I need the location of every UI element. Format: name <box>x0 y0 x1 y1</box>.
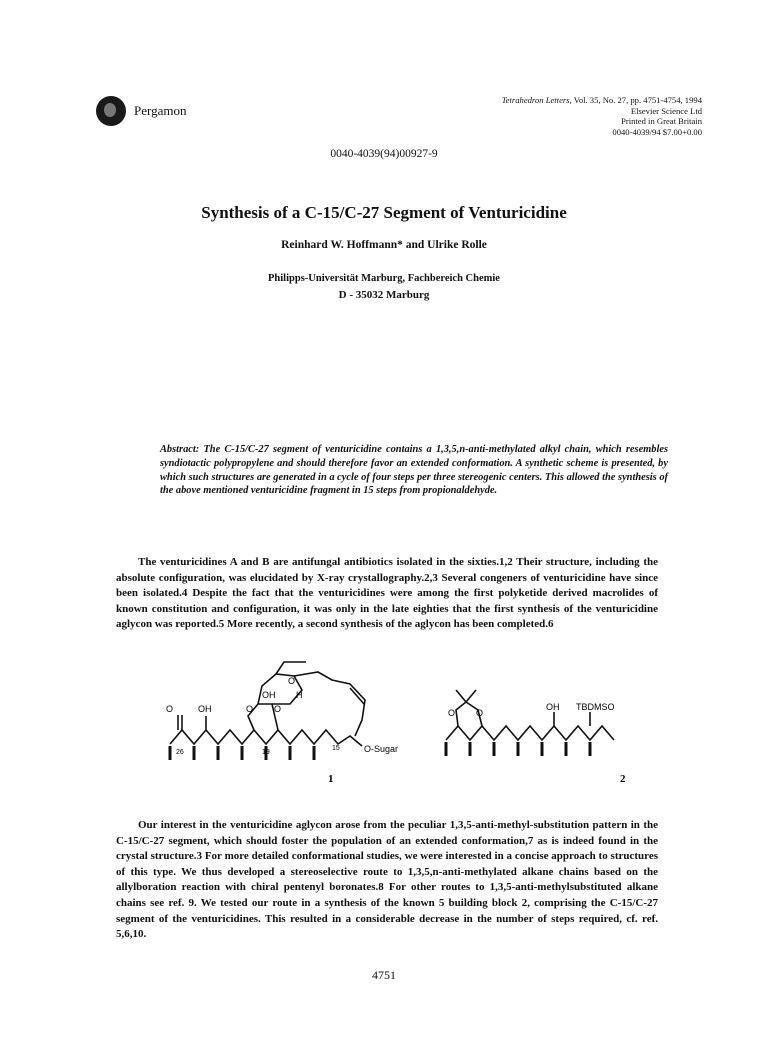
ketone-oxygen: O <box>166 704 174 714</box>
ring-hydroxyl: OH <box>262 690 276 700</box>
page-number: 4751 <box>372 968 396 982</box>
tbdmso-label: TBDMSO <box>576 702 615 712</box>
carbon-26-label: 26 <box>176 749 184 756</box>
issn-line: 0040-4039/94 $7.00+0.00 <box>612 126 702 137</box>
ester-oxygen: O <box>246 704 254 714</box>
hydroxyl-label: OH <box>198 704 212 714</box>
affiliation-line-2: D - 35032 Marburg <box>338 289 430 301</box>
chemical-structures <box>150 660 650 790</box>
lactone-oxygen: O <box>274 704 282 714</box>
printed-line: Printed in Great Britain <box>621 116 702 127</box>
pergamon-logo-icon <box>96 96 126 126</box>
abstract-label: Abstract: <box>160 444 200 455</box>
hydroxyl-label-2: OH <box>546 702 560 712</box>
publisher-line: Elsevier Science Ltd <box>630 105 702 116</box>
ring-oxygen: O <box>288 676 296 686</box>
structure-2-methyls <box>446 742 590 756</box>
journal-line <box>372 95 702 106</box>
compound-2-label: 2 <box>620 773 626 785</box>
intro-paragraph: The venturicidines A and B are antifungal antibiotics isolated in the sixties.1,2 Their structure, including the absolute configuration, was elucidated by X-ray crystallography.2,3 Several congeners of venturicidine have since been isolated.4 Despite the fact that the venturicidines were among the first polyketide derived macrolides of known constitution and configuration, it was only in the late eighties that the first synthesis of the venturicidine aglycon was reported.5 More recently, a second synthesis of the aglycon has been completed.6 <box>116 556 658 631</box>
journal-volume: , Vol. 35, No. 27, pp. 4751-4754, 1994 <box>569 95 702 105</box>
abstract <box>160 443 668 498</box>
carbon-19-label: 19 <box>262 749 270 756</box>
publisher-block <box>96 96 186 126</box>
structure-1-methyls <box>170 746 314 760</box>
structure-2-bonds <box>446 690 614 740</box>
journal-name: Tetrahedron Letters <box>501 95 570 105</box>
acetal-oxygen-1: O <box>448 708 456 718</box>
carbon-15-label: 15 <box>332 745 340 752</box>
authors: Reinhard W. Hoffmann* and Ulrike Rolle <box>281 239 487 251</box>
sugar-label: O-Sugar <box>364 744 399 754</box>
doi: 0040-4039(94)00927-9 <box>330 148 438 160</box>
affiliation-line-1: Philipps-Universität Marburg, Fachbereich Chemie <box>268 273 500 284</box>
paper-title: Synthesis of a C-15/C-27 Segment of Venturicidine <box>201 203 567 222</box>
publication-info <box>372 95 702 137</box>
publisher-name: Pergamon <box>134 103 187 118</box>
compound-1-label: 1 <box>328 773 334 785</box>
interest-paragraph: Our interest in the venturicidine aglycon arose from the peculiar 1,3,5-anti-methyl-substitution pattern in the C-15/C-27 segment, which should foster the population of an extended conformation,7 as is indeed found in the crystal structure.3 For more detailed conformational studies, we were interested in a concise approach to structures of this type. We thus developed a stereoselective route to 1,3,5,n-anti-methylated alkane chains based on the allylboration reaction with chiral pentenyl boronates.8 For other routes to 1,3,5-anti-methylsubstituted alkane chains see ref. 9. We tested our route in a synthesis of the known 5 building block 2, comprising the C-15/C-27 segment of the venturicidines. This resulted in a considerable decrease in the number of steps required, cf. ref. 5,6,10. <box>116 819 658 941</box>
ring-hydrogen: H <box>296 690 303 700</box>
acetal-oxygen-2: O <box>476 708 484 718</box>
abstract-text: The C-15/C-27 segment of venturicidine contains a 1,3,5,n-anti-methylated alkyl chain, which resembles syndiotactic polypropylene and should therefore favor an extended conformation. A synthetic scheme is presented, by which such structures are generated in a cycle of four steps per three stereogenic centers. This allowed the synthesis of the above mentioned venturicidine fragment in 15 steps from propionaldehyde. <box>160 444 668 497</box>
